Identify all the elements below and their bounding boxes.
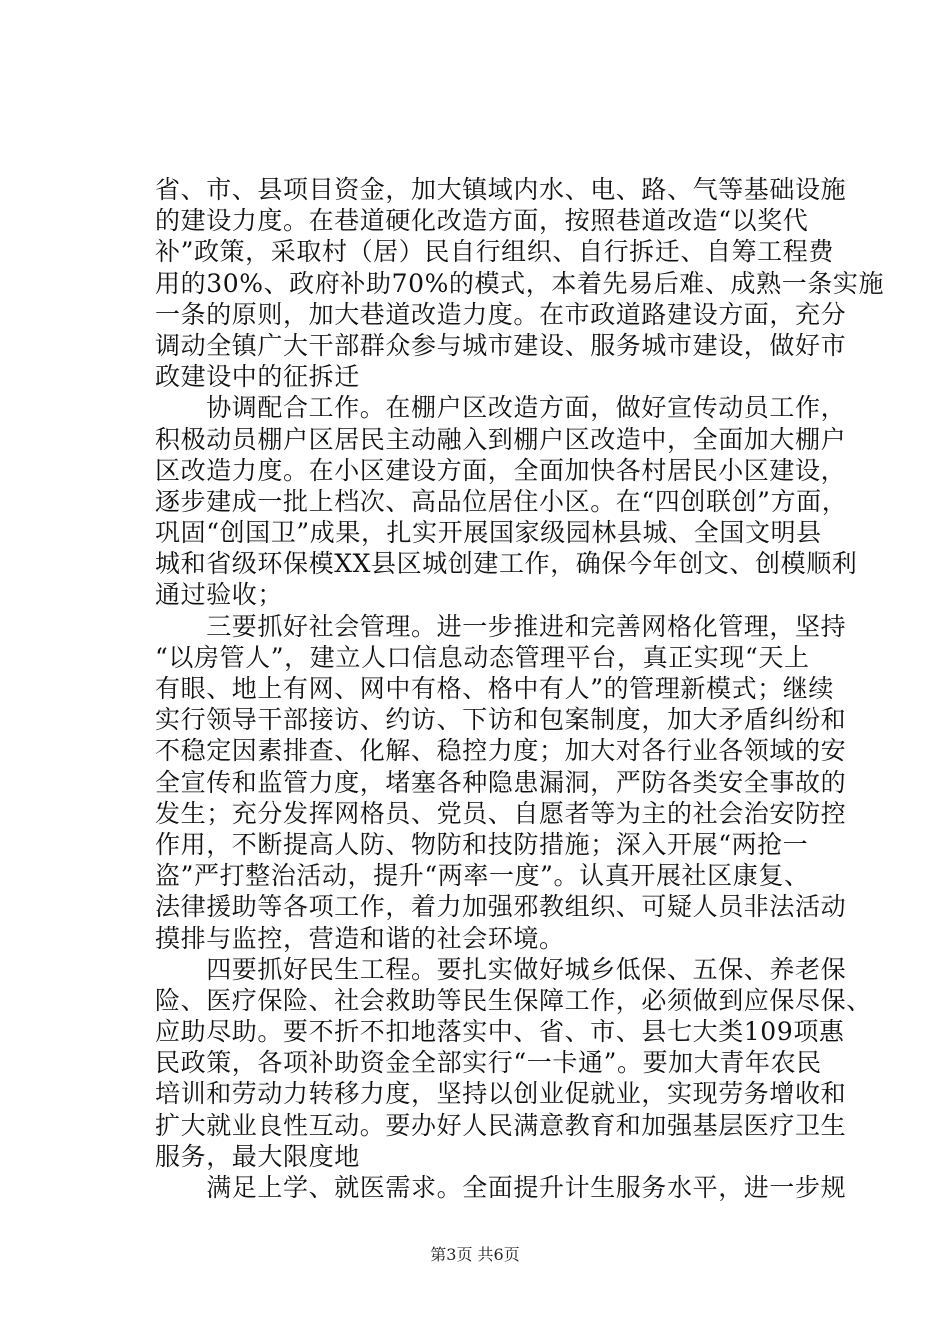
text-line: 盗”严打整治活动，提升“两率一度”。认真开展社区康复、 <box>155 861 810 891</box>
text-line: 的建设力度。在巷道硬化改造方面，按照巷道改造“以奖代 <box>155 206 809 236</box>
text-line: 一条的原则，加大巷道改造力度。在市政道路建设方面，充分 <box>155 299 847 329</box>
text-line: 积极动员棚户区居民主动融入到棚户区改造中，全面加大棚户 <box>155 424 847 454</box>
text-line: 实行领导干部接访、约访、下访和包案制度，加大矛盾纠纷和 <box>155 705 847 735</box>
text-line: 逐步建成一批上档次、高品位居住小区。在“四创联创”方面， <box>155 486 848 516</box>
text-line: 发生；充分发挥网格员、党员、自愿者等为主的社会治安防控 <box>155 798 847 828</box>
text-line: 调动全镇广大干部群众参与城市建设、服务城市建设，做好市 <box>155 330 847 360</box>
text-line: 区改造力度。在小区建设方面，全面加快各村居民小区建设， <box>155 455 847 485</box>
text-line: 险、医疗保险、社会救助等民生保障工作，必须做到应保尽保、 <box>155 985 872 1015</box>
text-line: 满足上学、就医需求。全面提升计生服务水平，进一步规 <box>155 1173 847 1202</box>
text-line: 协调配合工作。在棚户区改造方面，做好宣传动员工作， <box>155 393 847 423</box>
text-line: 扩大就业良性互动。要办好人民满意教育和加强基层医疗卫生 <box>155 1110 847 1140</box>
text-line: 城和省级环保模XX县区城创建工作，确保今年创文、创模顺利 <box>155 549 858 579</box>
text-line: 政建设中的征拆迁 <box>155 362 360 392</box>
text-line: 四要抓好民生工程。要扎实做好城乡低保、五保、养老保 <box>155 954 847 984</box>
text-line: 省、市、县项目资金，加大镇域内水、电、路、气等基础设施 <box>155 175 847 204</box>
text-line: 服务，最大限度地 <box>155 1141 360 1171</box>
text-line: 用的30%、政府补助70%的模式，本着先易后难、成熟一条实施 <box>155 268 885 298</box>
text-line: 法律援助等各项工作，着力加强邪教组织、可疑人员非法活动 <box>155 892 847 922</box>
text-line: 不稳定因素排查、化解、稳控力度；加大对各行业各领域的安 <box>155 736 847 766</box>
text-line: 有眼、地上有网、网中有格、格中有人”的管理新模式；继续 <box>155 674 834 703</box>
text-line: 摸排与监控，营造和谐的社会环境。 <box>155 923 565 953</box>
text-line: 巩固“创国卫”成果，扎实开展国家级园林县城、全国文明县 <box>155 518 822 548</box>
text-line: “以房管人”，建立人口信息动态管理平台，真正实现“天上 <box>155 642 810 672</box>
text-line: 全宣传和监管力度，堵塞各种隐患漏洞，严防各类安全事故的 <box>155 767 847 797</box>
page-number-footer: 第3页 共6页 <box>430 1245 520 1264</box>
text-line: 作用，不断提高人防、物防和技防措施；深入开展“两抢一 <box>155 829 809 859</box>
text-line: 培训和劳动力转移力度，坚持以创业促就业，实现劳务增收和 <box>155 1079 847 1109</box>
text-line: 通过验收； <box>155 580 284 610</box>
text-line: 补”政策，采取村（居）民自行组织、自行拆迁、自筹工程费 <box>155 237 834 267</box>
text-line: 应助尽助。要不折不扣地落实中、省、市、县七大类109项惠 <box>155 1017 845 1047</box>
text-line: 三要抓好社会管理。进一步推进和完善网格化管理，坚持 <box>155 611 847 641</box>
body-text <box>155 174 885 1203</box>
text-line: 民政策，各项补助资金全部实行“一卡通”。要加大青年农民 <box>155 1048 822 1078</box>
